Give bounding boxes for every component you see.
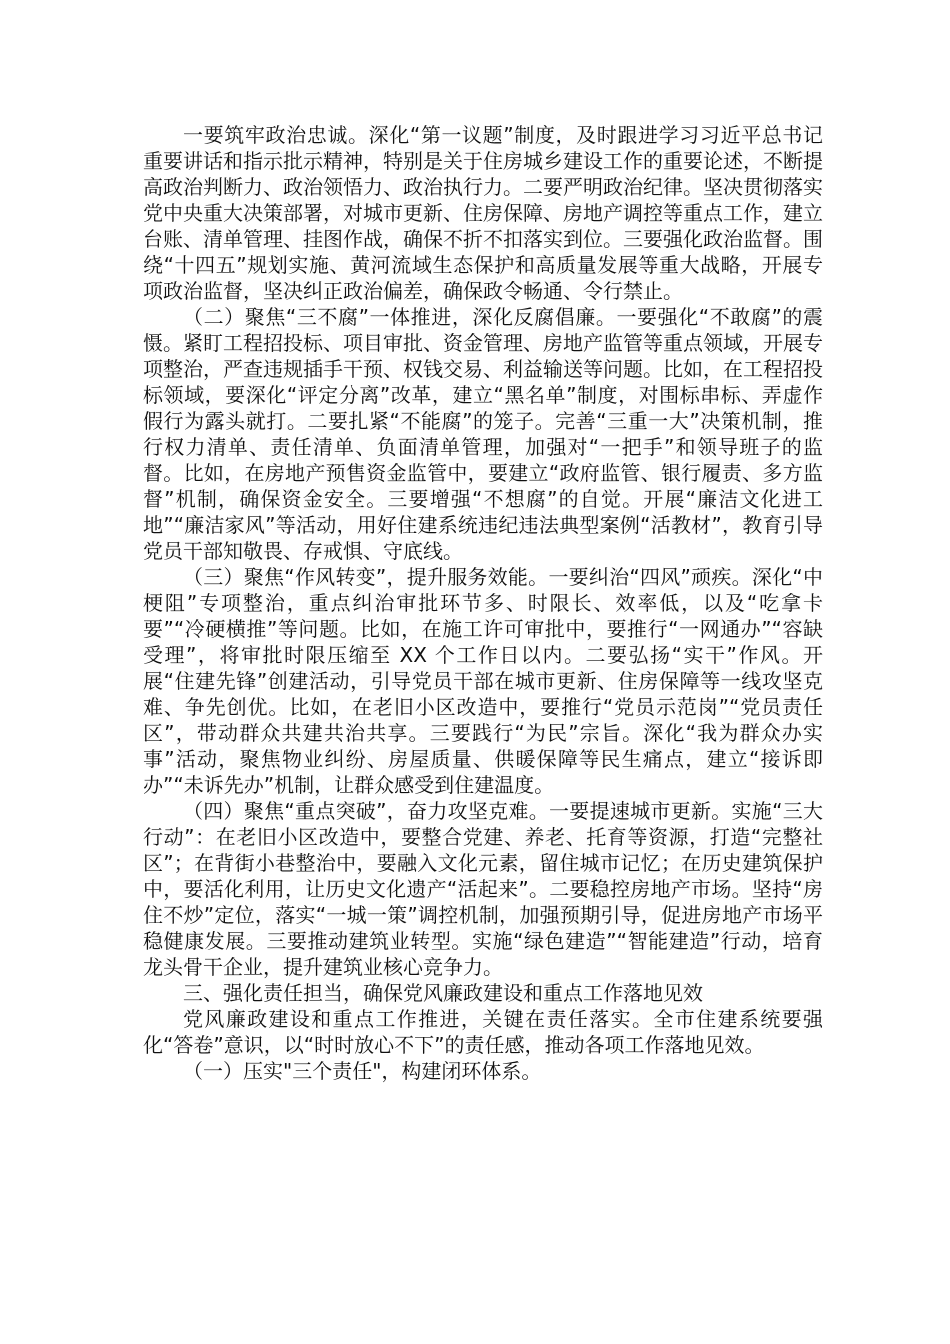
- paragraph-work-style: [143, 564, 823, 798]
- section-heading-responsibility: [143, 980, 823, 1006]
- document-body: [143, 122, 823, 1084]
- paragraph-lead: （三）聚焦“作风转变”，提升服务效能。: [183, 565, 549, 589]
- paragraph-text: 党风廉政建设和重点工作推进，关键在责任落实。全市住建系统要强化“答卷”意识，以“时时放心不下”的责任感，推动各项工作落地见效。: [143, 1007, 823, 1057]
- paragraph-political-loyalty: [143, 122, 823, 304]
- paragraph-text: 一要强化“不敢腐”的震慑。紧盯工程招投标、项目审批、资金管理、房地产监管等重点领域，开展专项整治，严查违规插手干预、权钱交易、利益输送等问题。比如，在工程招投标领域，要深化“评定分离”改革，建立“黑名单”制度，对围标串标、弄虚作假行为露头就打。二要扎紧“不能腐”的笼子。完善“三重一大”决策机制，推行权力清单、责任清单、负面清单管理，加强对“一把手”和领导班子的监督。比如，在房地产预售资金监管中，要建立“政府监管、银行履责、多方监督”机制，确保资金安全。三要增强“不想腐”的自觉。开展“廉洁文化进工地”“廉洁家风”等活动，用好住建系统违纪违法典型案例“活教材”，教育引导党员干部知敬畏、存戒惧、守底线。: [143, 305, 823, 563]
- paragraph-text: 一要提速城市更新。实施“三大行动”：在老旧小区改造中，要整合党建、养老、托育等资源，打造“完整社区”；在背街小巷整治中，要融入文化元素，留住城市记忆；在历史建筑保护中，要活化利用，让历史文化遗产“活起来”。二要稳控房地产市场。坚持“房住不炒”定位，落实“一城一策”调控机制，加强预期引导，促进房地产市场平稳健康发展。三要推动建筑业转型。实施“绿色建造”“智能建造”行动，培育龙头骨干企业，提升建筑业核心竞争力。: [143, 799, 823, 979]
- paragraph-text: 一要筑牢政治忠诚。深化“第一议题”制度，及时跟进学习习近平总书记重要讲话和指示批示精神，特别是关于住房城乡建设工作的重要论述，不断提高政治判断力、政治领悟力、政治执行力。二要严明政治纪律。坚决贯彻落实党中央重大决策部署，对城市更新、住房保障、房地产调控等重点工作，建立台账、清单管理、挂图作战，确保不折不扣落实到位。三要强化政治监督。围绕“十四五”规划实施、黄河流域生态保护和高质量发展等重大战略，开展专项政治监督，坚决纠正政治偏差，确保政令畅通、令行禁止。: [143, 123, 823, 303]
- section-heading-text: 三、强化责任担当，确保党风廉政建设和重点工作落地见效: [183, 981, 703, 1005]
- subheading-text: （一）压实"三个责任"，构建闭环体系。: [183, 1059, 542, 1083]
- paragraph-anti-corruption: [143, 304, 823, 564]
- paragraph-lead: （四）聚焦“重点突破”，奋力攻坚克难。: [183, 799, 550, 823]
- paragraph-text: 一要纠治“四风”顽疾。深化“中梗阻”专项整治，重点纠治审批环节多、时限长、效率低，以及“吃拿卡要”“冷硬横推”等问题。比如，在施工许可审批中，要推行“一网通办”“容缺受理”，将审批时限压缩至 XX 个工作日以内。二要弘扬“实干”作风。开展“住建先锋”创建活动，引导党员干部在城市更新、住房保障等一线攻坚克难、争先创优。比如，在老旧小区改造中，要推行“党员示范岗”“党员责任区”，带动群众共建共治共享。三要践行“为民”宗旨。深化“我为群众办实事”活动，聚焦物业纠纷、房屋质量、供暖保障等民生痛点，建立“接诉即办”“未诉先办”机制，让群众感受到住建温度。: [143, 565, 823, 797]
- paragraph-responsibility-intro: [143, 1006, 823, 1058]
- paragraph-key-breakthrough: [143, 798, 823, 980]
- paragraph-lead: （二）聚焦“三不腐”一体推进，深化反腐倡廉。: [183, 305, 617, 329]
- subheading-three-responsibilities: [143, 1058, 823, 1084]
